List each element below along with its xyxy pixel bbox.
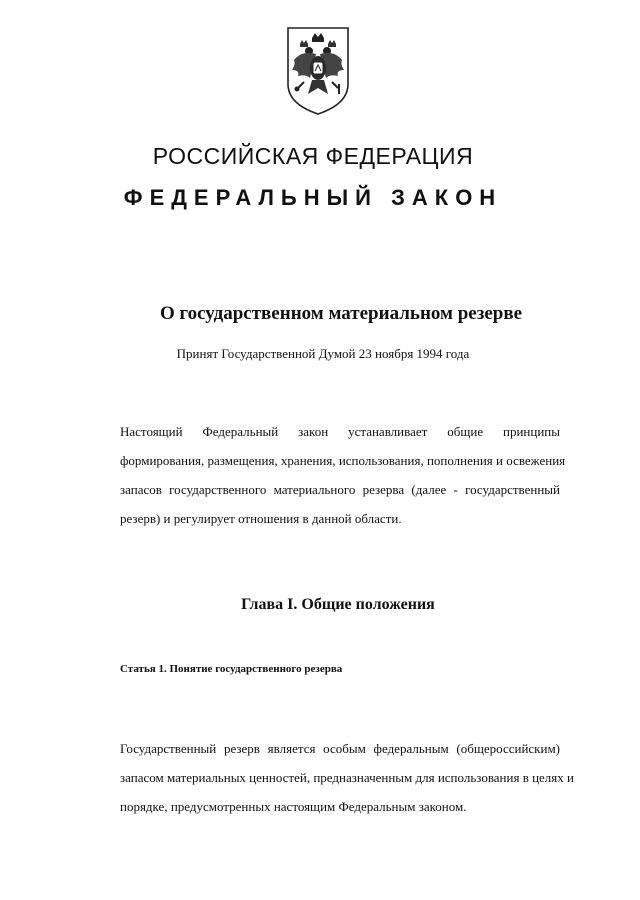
russian-coat-of-arms-icon (282, 24, 354, 116)
paragraph-line: формирования, размещения, хранения, использования, пополнения и освежения (120, 453, 566, 468)
paragraph-line: Государственный резерв является особым федеральным (общероссийским) (120, 741, 560, 756)
paragraph-line: запасов государственного материального резерва (далее - государственный (120, 482, 560, 497)
paragraph-line: запасом материальных ценностей, предназначенным для использования в целях и (120, 770, 574, 785)
paragraph-line: Настоящий Федеральный закон устанавливает общие принципы (120, 424, 560, 439)
law-title: О государственном материальном резерве (159, 303, 523, 324)
article-paragraph (120, 734, 574, 821)
paragraph-line: порядке, предусмотренных настоящим Федеральным законом. (120, 799, 467, 814)
chapter-heading: Глава I. Общие положения (241, 596, 435, 613)
country-heading: РОССИЙСКАЯ ФЕДЕРАЦИЯ (152, 143, 474, 169)
article-heading: Статья 1. Понятие государственного резерва (120, 663, 343, 675)
preamble-paragraph (120, 417, 566, 533)
document-type-heading: ФЕДЕРАЛЬНЫЙ ЗАКОН (123, 185, 503, 210)
adoption-note: Принят Государственной Думой 23 ноября 1994 года (176, 346, 470, 361)
paragraph-line: резерв) и регулирует отношения в данной области. (120, 511, 402, 526)
